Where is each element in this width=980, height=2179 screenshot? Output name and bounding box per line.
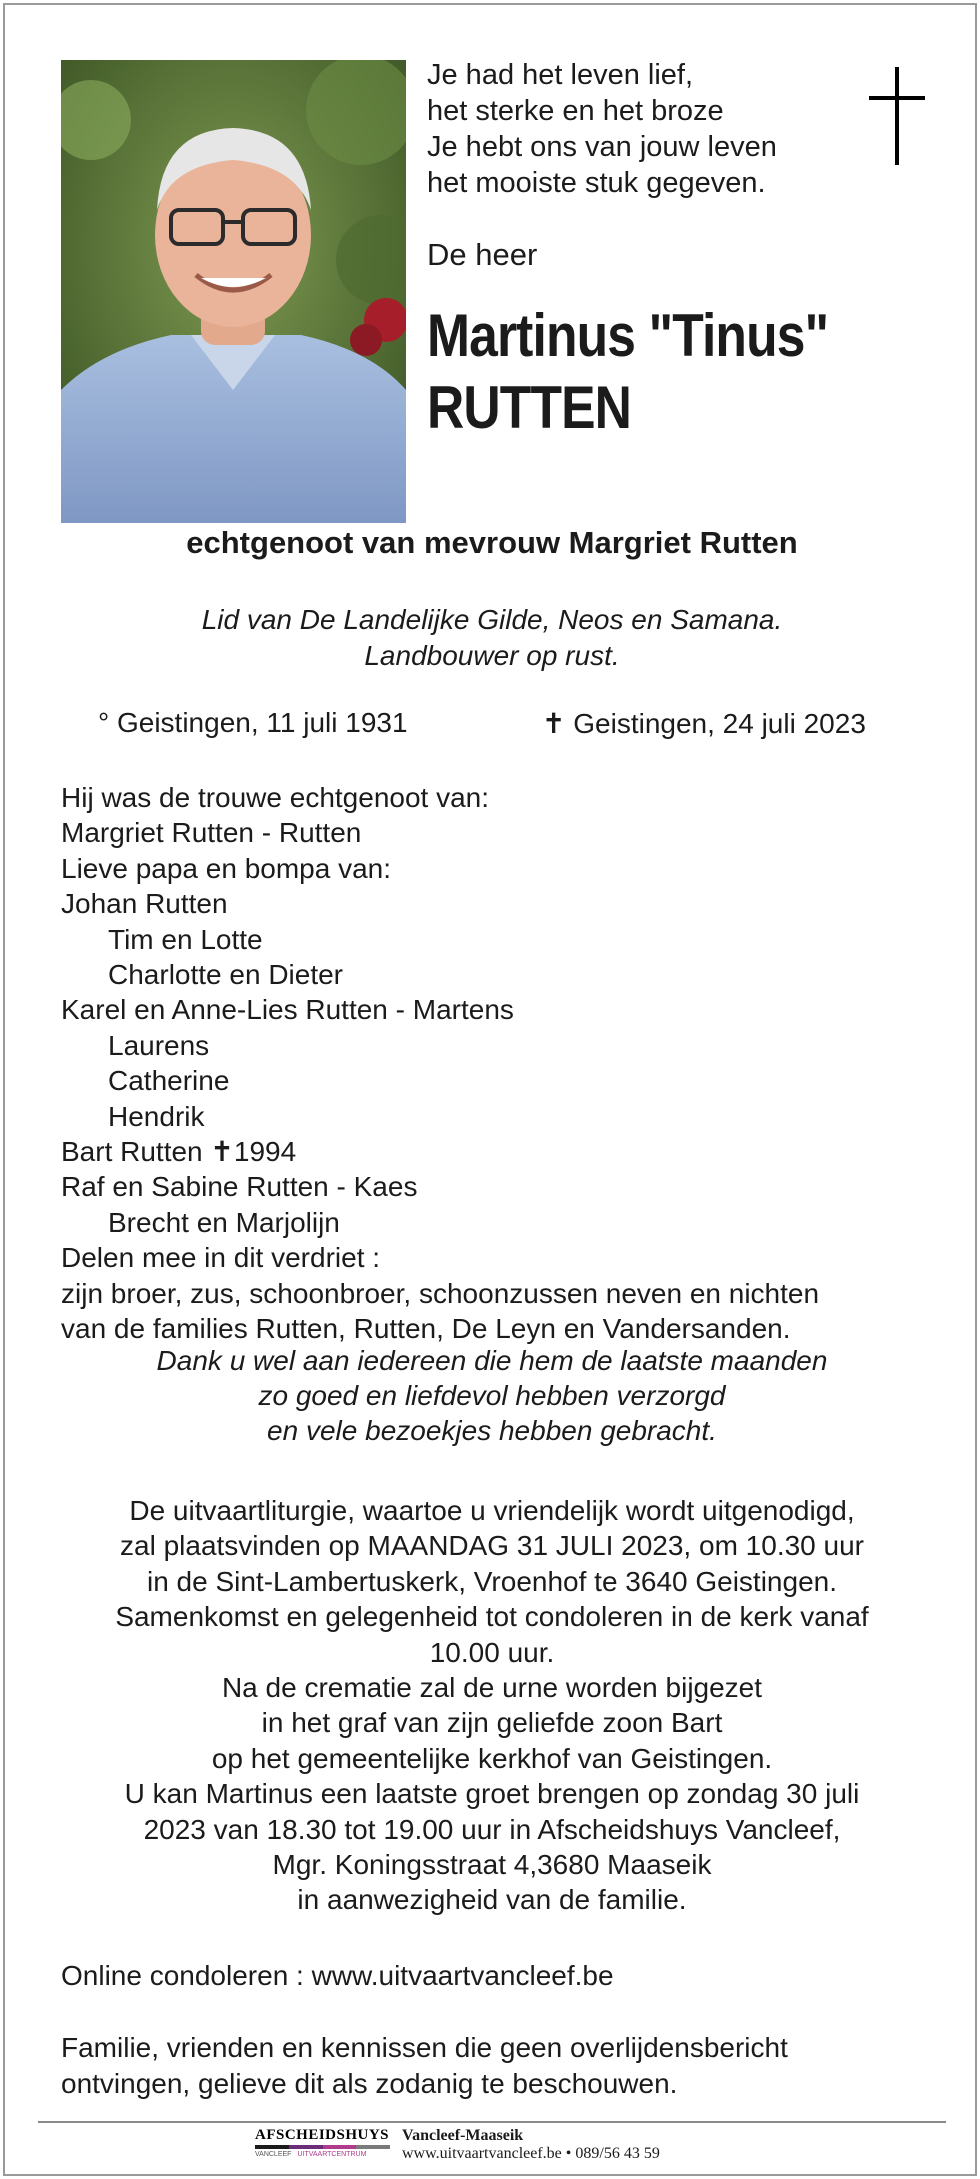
family-line: Charlotte en Dieter [108,959,344,991]
family-line: Johan Rutten [61,888,228,920]
service-line: 2023 van 18.30 tot 19.00 uur in Afscheidshuys Vancleef, [143,1813,841,1845]
family-line: Bart Rutten ✝1994 [61,1136,297,1168]
service-line: Na de crematie zal de urne worden bijgezet [221,1672,763,1704]
portrait-illustration [61,60,406,523]
logo-sub-left: VANCLEEF [255,2151,292,2158]
notice-block [61,2030,788,2102]
logo-brand: AFSCHEIDSHUYS [255,2127,390,2143]
poem-line: Je hebt ons van jouw leven [427,131,777,163]
notice-line: Familie, vrienden en kennissen die geen overlijdensbericht [61,2032,788,2063]
poem-line: het mooiste stuk gegeven. [427,167,766,199]
logo-sub-right: UITVAARTCENTRUM [297,2151,367,2158]
thanks-line: zo goed en liefdevol hebben verzorgd [258,1380,726,1411]
family-line: Lieve papa en bompa van: [61,852,392,884]
name-line-2: RUTTEN [427,374,632,441]
family-line: Raf en Sabine Rutten - Kaes [61,1171,418,1203]
family-line: Tim en Lotte [108,923,263,955]
death-date: ✝ Geistingen, 24 juli 2023 [542,708,866,739]
service-line: Samenkomst en gelegenheid tot condoleren in de kerk vanaf [115,1601,869,1633]
service-line: 10.00 uur. [429,1636,555,1668]
footer-contact-line[interactable]: www.uitvaartvancleef.be • 089/56 43 59 [402,2145,660,2162]
notice-line: ontvingen, gelieve dit als zodanig te beschouwen. [61,2068,678,2099]
membership-line: Lid van De Landelijke Gilde, Neos en Samana. [201,604,783,635]
poem [427,57,777,201]
footer-title: Vancleef-Maaseik [402,2127,524,2144]
birth-date: ° Geistingen, 11 juli 1931 [98,707,408,738]
family-line: zijn broer, zus, schoonbroer, schoonzussen neven en nichten [61,1277,820,1309]
service-line: op het gemeentelijke kerkhof van Geistingen. [211,1742,773,1774]
name-line-1: Martinus "Tinus" [427,302,829,369]
family-line: Margriet Rutten - Rutten [61,817,362,849]
membership-line: Landbouwer op rust. [364,640,620,671]
poem-line: het sterke en het broze [427,95,724,127]
family-line: Hendrik [108,1100,205,1132]
spouse-line: echtgenoot van mevrouw Margriet Rutten [186,525,798,560]
service-line: Mgr. Koningsstraat 4,3680 Maaseik [272,1849,712,1881]
family-line: Catherine [108,1065,230,1097]
service-line: in de Sint-Lambertuskerk, Vroenhof te 3640 Geistingen. [146,1565,838,1597]
service-line: U kan Martinus een laatste groet brengen op zondag 30 juli [124,1778,860,1810]
funeral-home-logo [255,2127,390,2161]
service-line: zal plaatsvinden op MAANDAG 31 JULI 2023, om 10.30 uur [120,1530,864,1562]
poem-line: Je had het leven lief, [427,59,694,91]
footer-divider [38,2121,946,2123]
logo-subtitle [255,2150,390,2159]
service-line: in het graf van zijn geliefde zoon Bart [261,1707,723,1739]
thanks-block [5,1343,979,1448]
family-line: van de families Rutten, Rutten, De Leyn en Vandersanden. [61,1313,791,1345]
footer-contact [402,2127,660,2163]
cross-icon [869,67,925,165]
family-line: Karel en Anne-Lies Rutten - Martens [61,994,514,1026]
family-line: Laurens [108,1029,210,1061]
family-line: Hij was de trouwe echtgenoot van: [61,782,490,813]
portrait-photo [61,60,406,523]
thanks-line: en vele bezoekjes hebben gebracht. [267,1415,717,1446]
service-line: De uitvaartliturgie, waartoe u vriendelijk wordt uitgenodigd, [129,1495,855,1526]
family-list [61,780,961,1347]
deceased-name [427,300,828,444]
service-line: in aanwezigheid van de familie. [297,1884,687,1916]
logo-color-bar [255,2145,390,2149]
online-condolence-link[interactable]: Online condoleren : www.uitvaartvancleef.be [61,1960,614,1991]
membership-block [5,602,979,674]
family-line: Brecht en Marjolijn [108,1206,340,1238]
thanks-line: Dank u wel aan iedereen die hem de laatste maanden [156,1345,828,1376]
family-line: Delen mee in dit verdriet : [61,1242,381,1274]
title-prefix: De heer [427,237,538,272]
obituary-card [3,3,977,2176]
service-details [5,1493,979,1918]
